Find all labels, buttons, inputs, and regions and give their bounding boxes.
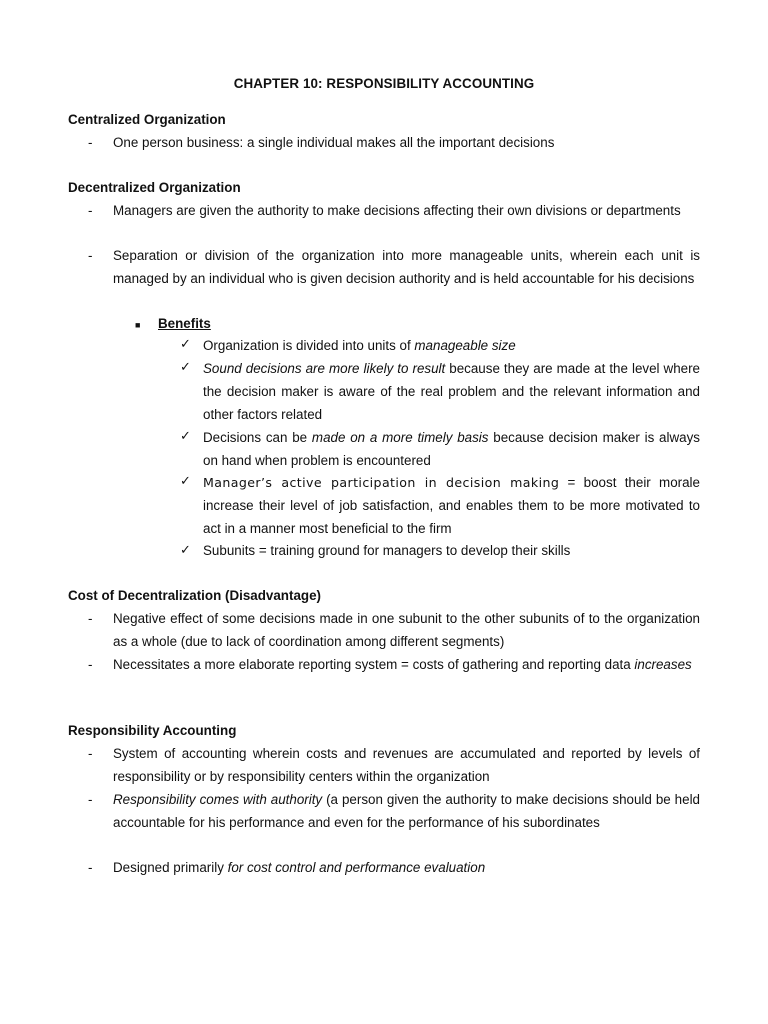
chapter-title: CHAPTER 10: RESPONSIBILITY ACCOUNTING <box>233 76 535 91</box>
check-icon: ✓ <box>180 429 191 444</box>
dash-bullet: - <box>88 860 93 875</box>
responsibility-item-1: System of accounting wherein costs and revenues are accumulated and reported by levels of responsibility or by responsibility centers within the organization <box>113 746 700 784</box>
benefits-label: Benefits <box>158 316 211 331</box>
dash-bullet: - <box>88 248 93 263</box>
check-icon: ✓ <box>180 543 191 558</box>
cost-item-1: Negative effect of some decisions made in one subunit to the other subunits of to the organization as a whole (due to lack of coordination among different segments) <box>113 611 700 649</box>
dash-bullet: - <box>88 135 93 150</box>
dash-bullet: - <box>88 203 93 218</box>
check-icon: ✓ <box>180 360 191 375</box>
dash-bullet: - <box>88 746 93 761</box>
dash-bullet: - <box>88 611 93 626</box>
cost-item-2: Necessitates a more elaborate reporting system = costs of gathering and reporting data increases <box>113 657 692 672</box>
decentralized-item-2: Separation or division of the organization into more manageable units, wherein each unit is managed by an individual who is given decision authority and is held accountable for his decisions <box>113 248 700 286</box>
benefit-2: Sound decisions are more likely to result because they are made at the level where the decision maker is aware of the real problem and the relevant information and other factors related <box>203 361 701 422</box>
benefit-3: Decisions can be made on a more timely basis because decision maker is always on hand when problem is encountered <box>203 430 700 468</box>
heading-responsibility-accounting: Responsibility Accounting <box>68 723 237 738</box>
dash-bullet: - <box>88 657 93 672</box>
centralized-item-1: One person business: a single individual makes all the important decisions <box>113 135 555 150</box>
check-icon: ✓ <box>180 337 191 352</box>
benefit-5: Subunits = training ground for managers to develop their skills <box>203 543 571 558</box>
benefit-4: Manager’s active participation in decision making = boost their morale increase their level of job satisfaction, and enables them to be more motivated to act in a manner most beneficial to the firm <box>203 475 700 536</box>
responsibility-item-2: Responsibility comes with authority (a person given the authority to make decisions should be held accountable for his performance and even for the performance of his subordinates <box>113 792 700 830</box>
square-bullet-icon: ■ <box>135 320 141 330</box>
heading-centralized: Centralized Organization <box>68 112 226 127</box>
heading-decentralized: Decentralized Organization <box>68 180 241 195</box>
dash-bullet: - <box>88 792 93 807</box>
responsibility-item-3: Designed primarily for cost control and performance evaluation <box>113 860 486 875</box>
benefit-1: Organization is divided into units of manageable size <box>203 338 516 353</box>
decentralized-item-1: Managers are given the authority to make decisions affecting their own divisions or departments <box>113 203 681 218</box>
heading-cost-of-decentralization: Cost of Decentralization (Disadvantage) <box>68 588 321 603</box>
check-icon: ✓ <box>180 474 191 489</box>
